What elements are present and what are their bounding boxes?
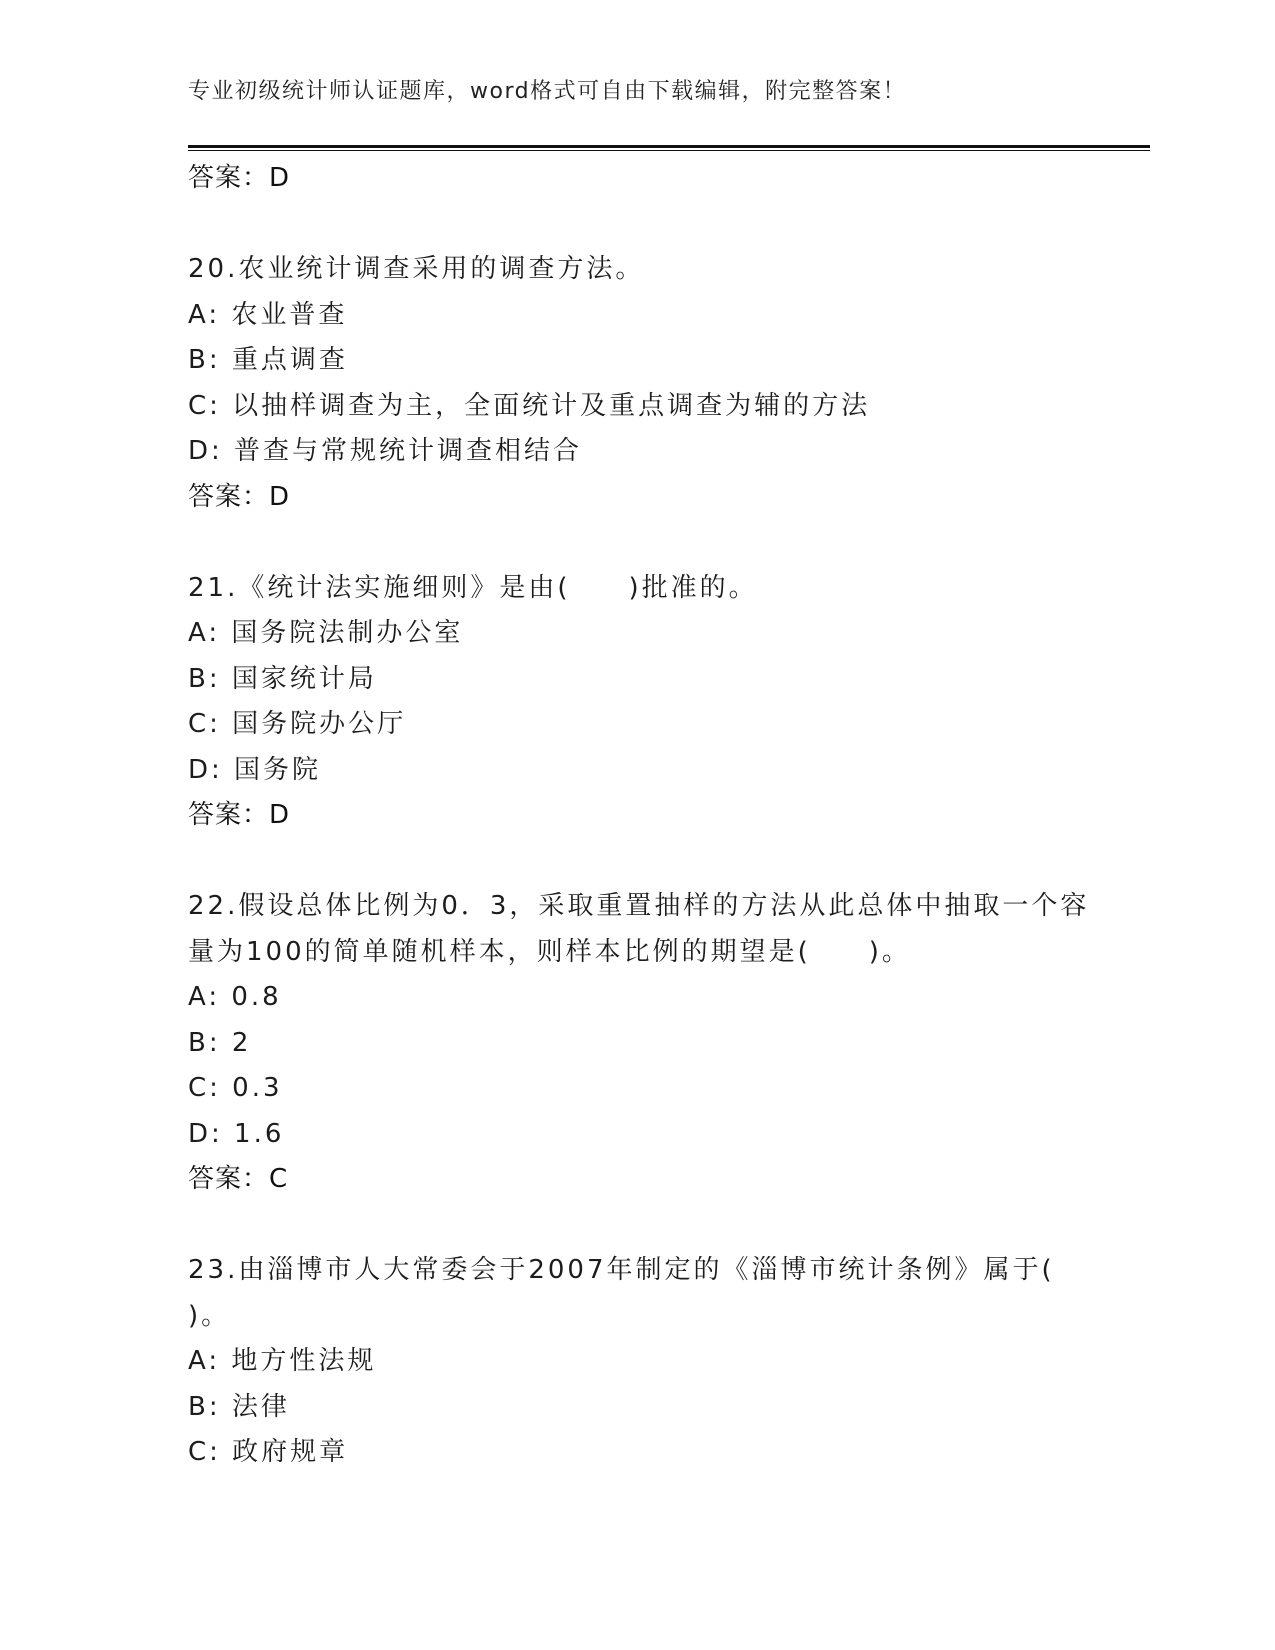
- question-23: [188, 1248, 1108, 1476]
- option-c: C: 以抽样调查为主，全面统计及重点调查为辅的方法: [188, 390, 871, 421]
- question-21: [188, 566, 1108, 839]
- question-22: [188, 884, 1108, 1203]
- option-a: A: 地方性法规: [188, 1346, 377, 1376]
- question-stem-line-1: 23.由淄博市人大常委会于2007年制定的《淄博市统计条例》属于(: [188, 1255, 1055, 1285]
- option-c: C: 0.3: [188, 1073, 283, 1103]
- spacer: [188, 202, 1108, 248]
- option-d: D: 国务院: [188, 754, 322, 785]
- option-a: A: 农业普查: [188, 299, 348, 330]
- answer-line: 答案：D: [188, 481, 291, 512]
- question-stem-line-2: )。: [188, 1300, 231, 1331]
- spacer: [188, 1203, 1108, 1249]
- option-b: B: 重点调查: [188, 345, 348, 375]
- question-list: [188, 156, 1108, 1476]
- option-b: B: 2: [188, 1027, 252, 1058]
- spacer: [188, 839, 1108, 885]
- question-stem: 21.《统计法实施细则》是由( )批准的。: [188, 572, 758, 603]
- answer-line: 答案：D: [188, 800, 291, 830]
- answer-line: 答案：C: [188, 1164, 289, 1194]
- question-20: [188, 247, 1108, 520]
- header-divider-thick: [188, 145, 1150, 148]
- question-stem-line-2: 量为100的简单随机样本，则样本比例的期望是( )。: [188, 936, 911, 967]
- option-b: B: 国家统计局: [188, 663, 377, 694]
- option-b: B: 法律: [188, 1391, 290, 1422]
- page-header: 专业初级统计师认证题库，word格式可自由下载编辑，附完整答案！: [188, 79, 907, 104]
- option-c: C: 政府规章: [188, 1437, 349, 1467]
- option-a: A: 0.8: [188, 982, 282, 1012]
- question-stem-line-1: 22.假设总体比例为0．3，采取重置抽样的方法从此总体中抽取一个容: [188, 891, 1090, 921]
- answer-line: 答案：D: [188, 163, 291, 193]
- option-a: A: 国务院法制办公室: [188, 618, 464, 648]
- option-c: C: 国务院办公厅: [188, 709, 407, 739]
- question-stem: 20.农业统计调查采用的调查方法。: [188, 254, 645, 284]
- spacer: [188, 520, 1108, 566]
- option-d: D: 普查与常规统计调查相结合: [188, 436, 583, 466]
- header-divider: [188, 145, 1150, 152]
- header-divider-thin: [188, 150, 1150, 151]
- option-d: D: 1.6: [188, 1118, 285, 1149]
